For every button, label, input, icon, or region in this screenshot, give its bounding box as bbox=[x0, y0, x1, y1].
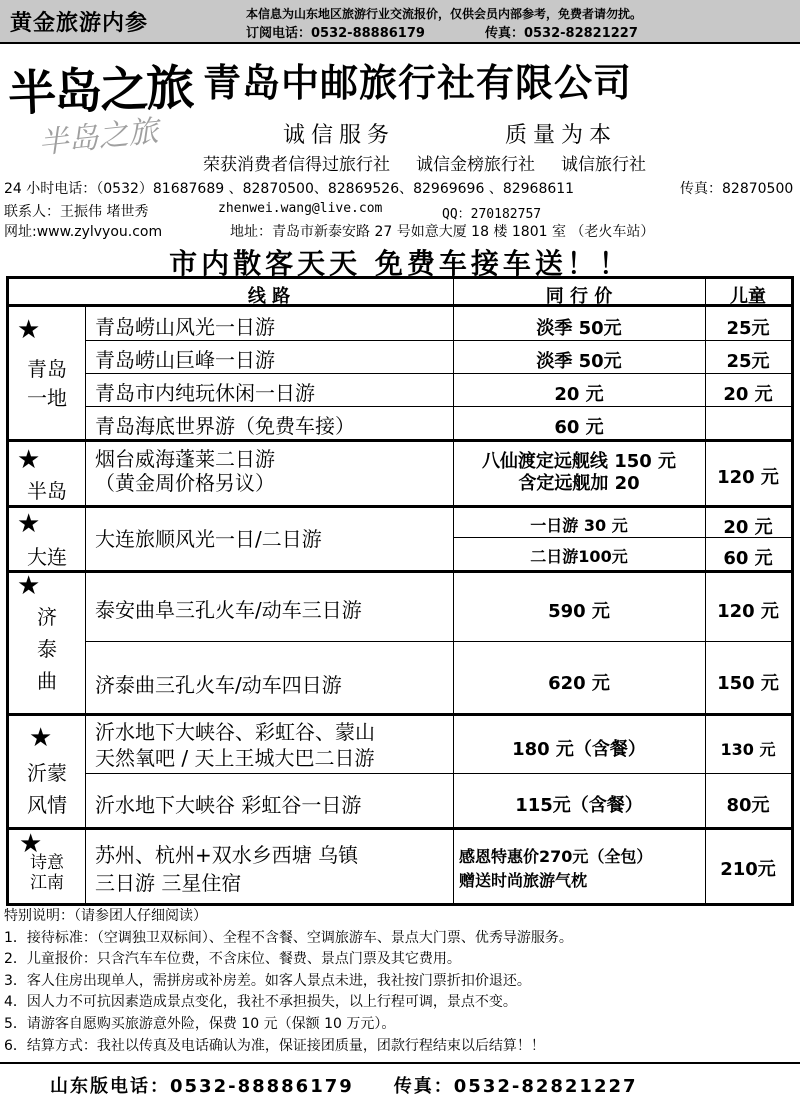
region-line: 青岛 bbox=[27, 357, 67, 381]
route-line: 沂水地下大峡谷、彩虹谷、蒙山 bbox=[95, 720, 375, 744]
honor-item: 荣获消费者信得过旅行社 bbox=[203, 155, 390, 175]
order-phone: 订阅电话：0532-88886179 bbox=[246, 26, 425, 41]
route-price: 二日游100元 bbox=[530, 547, 628, 566]
child-price: 150 元 bbox=[717, 673, 779, 694]
divider bbox=[85, 340, 791, 341]
honors-list bbox=[203, 150, 672, 175]
notes-title: 特别说明：（请参团人仔细阅读） bbox=[4, 908, 207, 924]
price-line: 感恩特惠价270元（全包） bbox=[459, 847, 653, 866]
divider bbox=[85, 305, 86, 905]
route-price: 60 元 bbox=[554, 417, 604, 438]
divider bbox=[85, 773, 791, 774]
route-name: 青岛海底世界游（免费车接） bbox=[95, 414, 355, 438]
region-line: 沂蒙 bbox=[27, 761, 67, 785]
note-item: 1．接待标准：（空调独卫双标间）、全程不含餐、空调旅游车、景点大门票、优秀导游服务。 bbox=[4, 929, 573, 946]
email-address[interactable]: zhenwei.wang@live.com bbox=[218, 201, 383, 216]
region-line: 曲 bbox=[37, 669, 57, 693]
route-name: 济泰曲三孔火车/动车四日游 bbox=[95, 673, 342, 697]
divider bbox=[9, 827, 791, 830]
order-contact bbox=[246, 22, 638, 41]
slogan-service: 诚信服务 bbox=[283, 123, 396, 148]
region-line: 大连 bbox=[27, 545, 67, 569]
region-line: 一地 bbox=[27, 386, 67, 410]
contact-persons: 联系人：王振伟 堵世秀 bbox=[4, 204, 149, 220]
route-price: 一日游 30 元 bbox=[530, 516, 628, 535]
route-name: 泰安曲阜三孔火车/动车三日游 bbox=[95, 598, 362, 622]
region-line: 江南 bbox=[30, 873, 64, 893]
child-price: 20 元 bbox=[723, 517, 773, 538]
price-line: 含定远舰加 20 bbox=[518, 473, 640, 494]
logo-shadow-text: 半岛之旅 bbox=[36, 113, 160, 162]
region-line: 济 bbox=[37, 605, 57, 629]
route-price: 620 元 bbox=[548, 673, 610, 694]
divider bbox=[85, 373, 791, 374]
divider bbox=[9, 713, 791, 716]
header-child: 儿童 bbox=[730, 286, 766, 307]
price-table bbox=[6, 276, 794, 906]
price-line: 赠送时尚旅游气枕 bbox=[459, 871, 588, 890]
star-icon: ★ bbox=[29, 723, 53, 753]
child-price: 25元 bbox=[726, 351, 770, 372]
hotline: 24 小时电话：（0532）81687689 、82870500、82869526、82969696 、82968611 bbox=[4, 181, 575, 197]
route-name: 大连旅顺风光一日/二日游 bbox=[95, 527, 322, 551]
route-line: 烟台威海蓬莱二日游 bbox=[95, 447, 275, 471]
company-fax: 传真：82870500 bbox=[680, 181, 794, 197]
member-notice: 本信息为山东地区旅游行业交流报价，仅供会员内部参考，免费者请勿扰。 bbox=[246, 7, 643, 21]
divider bbox=[9, 570, 791, 573]
route-price: 590 元 bbox=[548, 601, 610, 622]
route-name: 青岛崂山巨峰一日游 bbox=[95, 348, 275, 372]
route-name bbox=[95, 719, 375, 771]
star-icon: ★ bbox=[17, 509, 41, 539]
header-route: 线 路 bbox=[247, 286, 291, 307]
child-price: 25元 bbox=[726, 318, 770, 339]
note-item: 5．请游客自愿购买旅游意外险，保费 10 元（保额 10 万元）。 bbox=[4, 1015, 396, 1032]
child-price: 60 元 bbox=[723, 548, 773, 569]
region-peninsula bbox=[9, 475, 85, 504]
region-line: 诗意 bbox=[30, 853, 64, 873]
route-price bbox=[459, 845, 652, 893]
note-item: 4．因人力不可抗因素造成景点变化，我社不承担损失，以上行程可调，景点不变。 bbox=[4, 994, 517, 1011]
honor-item: 诚信旅行社 bbox=[561, 155, 646, 175]
child-price: 80元 bbox=[726, 795, 770, 816]
route-name: 青岛市内纯玩休闲一日游 bbox=[95, 381, 315, 405]
star-icon: ★ bbox=[17, 571, 41, 601]
header-fax: 传真：0532-82821227 bbox=[484, 26, 638, 41]
company-name: 青岛中邮旅行社有限公司 bbox=[203, 60, 633, 105]
region-jitaiqu bbox=[9, 601, 85, 697]
route-name bbox=[95, 447, 275, 495]
footer-fax: 传真：0532-82821227 bbox=[393, 1076, 638, 1097]
note-item: 2．儿童报价：只含汽车车位费，不含床位、餐费、景点门票及其它费用。 bbox=[4, 951, 461, 968]
route-line: （黄金周价格另议） bbox=[95, 471, 275, 495]
region-line: 半岛 bbox=[27, 479, 67, 503]
route-name: 沂水地下大峡谷 彩虹谷一日游 bbox=[95, 793, 362, 817]
pickup-banner: 市内散客天天 免费车接车送！！ bbox=[169, 247, 631, 280]
region-yimeng bbox=[9, 757, 85, 821]
star-icon: ★ bbox=[17, 315, 41, 345]
region-line: 风情 bbox=[27, 793, 67, 817]
route-price: 20 元 bbox=[554, 384, 604, 405]
route-name bbox=[95, 841, 358, 897]
route-name: 青岛崂山风光一日游 bbox=[95, 315, 275, 339]
logo bbox=[8, 52, 193, 162]
address: 地址：青岛市新泰安路 27 号如意大厦 18 楼 1801 室 （老火车站） bbox=[230, 224, 655, 240]
route-price: 180 元（含餐） bbox=[512, 739, 646, 760]
child-price: 210元 bbox=[720, 859, 776, 880]
child-price: 130 元 bbox=[720, 740, 776, 759]
region-dalian bbox=[9, 541, 85, 570]
child-price: 120 元 bbox=[717, 467, 779, 488]
route-line: 三日游 三星住宿 bbox=[95, 871, 242, 895]
route-price: 淡季 50元 bbox=[536, 351, 622, 372]
route-line: 天然氧吧 / 天上王城大巴二日游 bbox=[95, 746, 375, 770]
region-qingdao bbox=[9, 353, 85, 411]
footer-phone: 山东版电话：0532-88886179 bbox=[50, 1076, 354, 1097]
qq-number: QQ：270182757 bbox=[442, 207, 542, 222]
note-item: 3．客人住房出现单人，需拼房或补房差。如客人景点未进，我社按门票折扣价退还。 bbox=[4, 972, 531, 989]
route-price: 淡季 50元 bbox=[536, 318, 622, 339]
special-notes bbox=[4, 906, 573, 1057]
divider bbox=[9, 505, 791, 508]
price-line: 八仙渡定远舰线 150 元 bbox=[481, 451, 677, 472]
route-line: 苏州、杭州+双水乡西塘 乌镇 bbox=[95, 843, 359, 867]
route-price: 115元（含餐） bbox=[515, 795, 643, 816]
brand-title: 黄金旅游内参 bbox=[10, 11, 149, 36]
honor-item: 诚信金榜旅行社 bbox=[416, 155, 535, 175]
logo-text: 半岛之旅 bbox=[7, 59, 194, 123]
star-icon: ★ bbox=[17, 445, 41, 475]
divider bbox=[85, 641, 791, 642]
header-price: 同 行 价 bbox=[545, 286, 613, 307]
footer-contact bbox=[50, 1072, 638, 1098]
divider bbox=[9, 439, 791, 442]
route-price bbox=[453, 451, 705, 495]
note-item: 6．结算方式：我社以传真及电话确认为准，保证接团质量，团款行程结束以后结算！！ bbox=[4, 1037, 545, 1054]
child-price: 20 元 bbox=[723, 384, 773, 405]
slogan-quality: 质量为本 bbox=[505, 123, 618, 148]
region-line: 泰 bbox=[37, 637, 57, 661]
divider bbox=[85, 406, 791, 407]
website[interactable]: 网址:www.zylvyou.com bbox=[4, 224, 163, 240]
star-icon: ★ bbox=[19, 829, 43, 859]
region-jiangnan bbox=[9, 853, 85, 893]
child-price: 120 元 bbox=[717, 601, 779, 622]
